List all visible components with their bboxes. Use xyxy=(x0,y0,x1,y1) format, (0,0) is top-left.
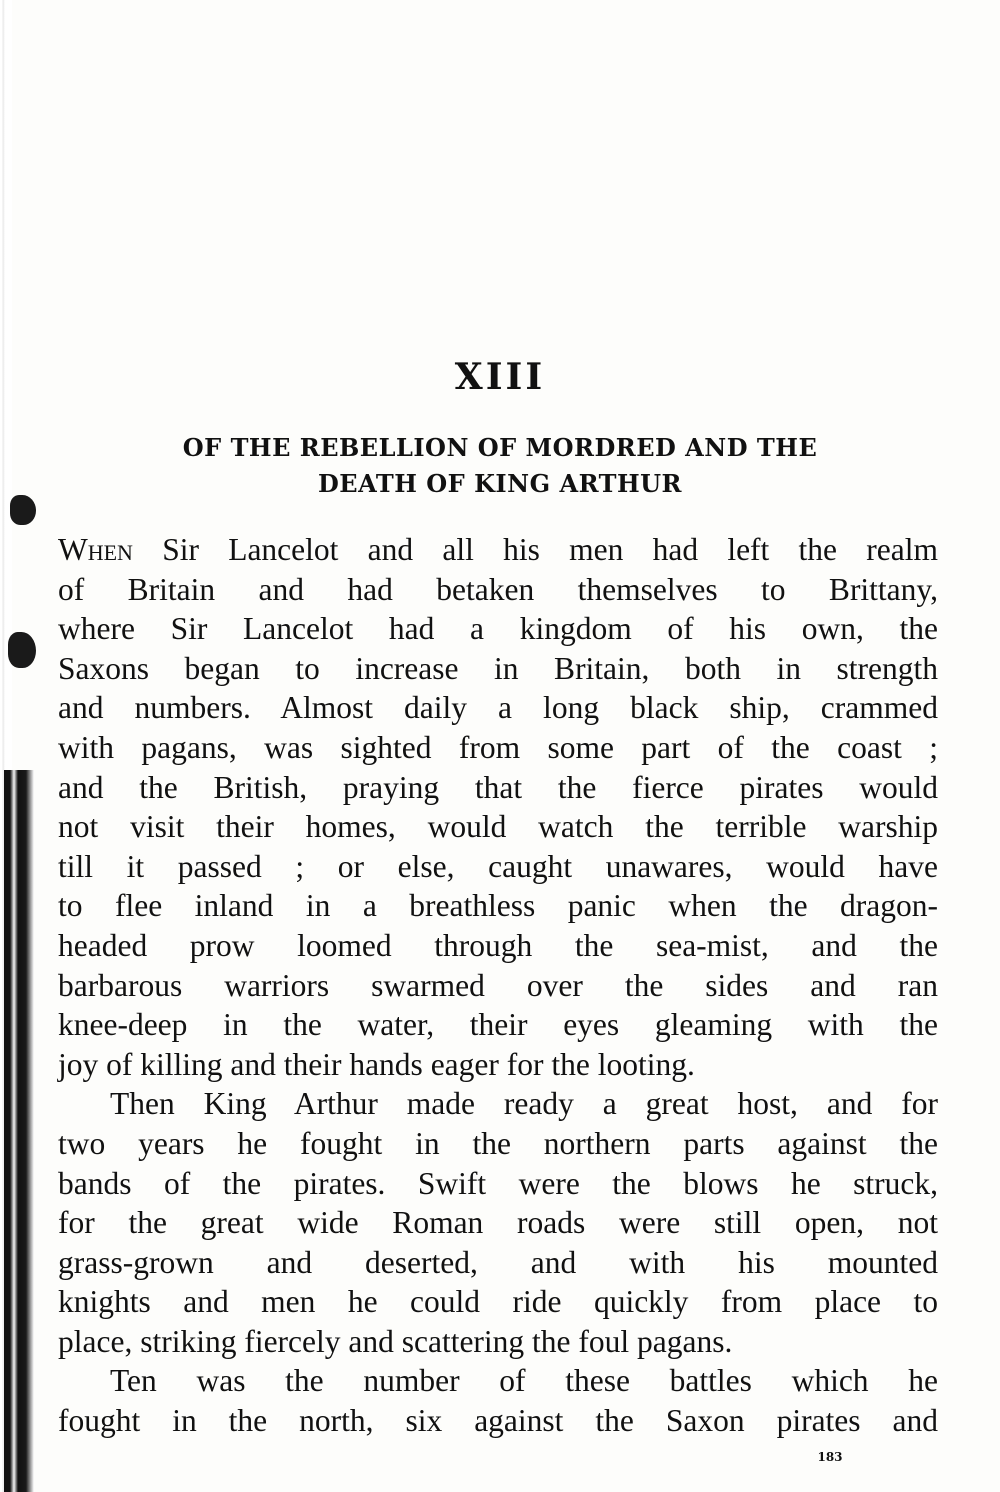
text-line: barbarous warriors swarmed over the sides and ran xyxy=(58,967,938,1003)
text-line: Ten was the number of these battles which he xyxy=(110,1363,938,1399)
text-line: place, striking fiercely and scattering the foul pagans. xyxy=(58,1323,733,1359)
chapter-title-line-2: DEATH OF KING ARTHUR xyxy=(317,469,683,498)
text-line: fought in the north, six against the Saxon pirates and xyxy=(58,1403,938,1439)
text-line: headed prow loomed through the sea-mist, and the xyxy=(58,927,938,963)
ink-blot xyxy=(8,632,36,668)
text-line: not visit their homes, would watch the terrible warship xyxy=(58,809,938,845)
text-line: for the great wide Roman roads were still open, not xyxy=(58,1205,938,1241)
text-line: grass-grown and deserted, and with his mounted xyxy=(58,1244,938,1280)
text-line: till it passed ; or else, caught unawares, would have xyxy=(58,848,938,884)
text-line: and numbers. Almost daily a long black ship, crammed xyxy=(58,690,938,726)
binding-shadow xyxy=(4,770,34,1492)
text-line: When Sir Lancelot and all his men had left the realm xyxy=(58,532,938,567)
text-line: two years he fought in the northern parts against the xyxy=(58,1125,938,1161)
text-line: knee-deep in the water, their eyes gleaming with the xyxy=(58,1007,938,1043)
opening-word: When xyxy=(58,532,133,567)
chapter-title-line-1: OF THE REBELLION OF MORDRED AND THE xyxy=(182,433,818,462)
text-line: bands of the pirates. Swift were the blows he struck, xyxy=(58,1165,938,1201)
text-line: and the British, praying that the fierce pirates would xyxy=(58,769,938,805)
text-line: where Sir Lancelot had a kingdom of his own, the xyxy=(58,611,938,647)
page-number: 183 xyxy=(817,1450,843,1464)
body-text xyxy=(58,530,938,1441)
chapter-title xyxy=(0,430,1000,502)
text-line: with pagans, was sighted from some part of the coast ; xyxy=(58,729,938,765)
text-line: Then King Arthur made ready a great host, and for xyxy=(110,1086,938,1122)
chapter-number: XIII xyxy=(454,356,546,398)
text-line: joy of killing and their hands eager for the looting. xyxy=(58,1046,695,1082)
text-line: Saxons began to increase in Britain, both in strength xyxy=(58,650,938,686)
text-line: of Britain and had betaken themselves to Brittany, xyxy=(58,571,938,607)
text-line: knights and men he could ride quickly from place to xyxy=(58,1284,938,1320)
text-line: to flee inland in a breathless panic when the dragon- xyxy=(58,888,938,924)
